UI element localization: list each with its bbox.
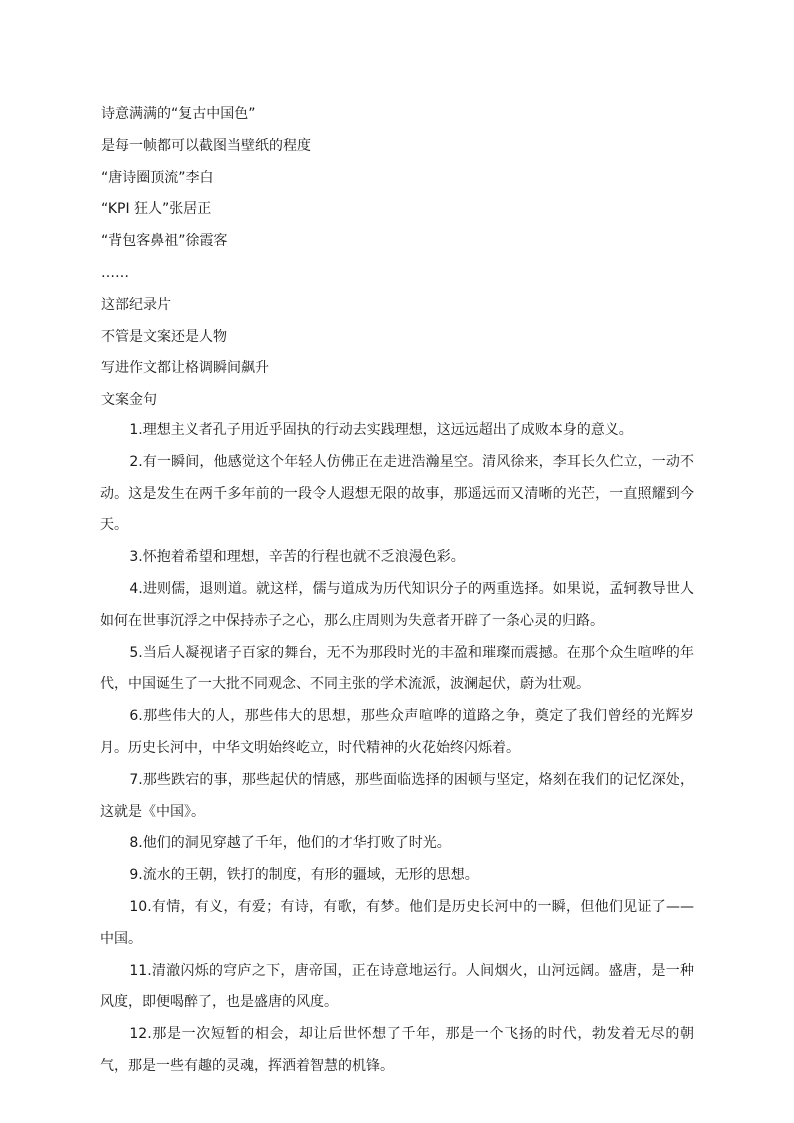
intro-section	[101, 99, 701, 417]
intro-line: “唐诗圈顶流”李白	[101, 169, 214, 186]
quote-item: 3.怀抱着希望和理想，辛苦的行程也就不乏浪漫色彩。	[129, 549, 465, 566]
quote-item: 7.那些跌宕的事，那些起伏的情感，那些面临选择的困顿与坚定，烙刻在我们的记忆深处，这就是《中国》。	[100, 771, 694, 820]
quote-item: 2.有一瞬间，他感觉这个年轻人仿佛正在走进浩瀚星空。清风徐来，李耳长久伫立，一动不动。这是发生在两千多年前的一段令人遐想无限的故事，那遥远而又清晰的光芒，一直照耀到今天。	[100, 453, 694, 534]
intro-line: ……	[101, 264, 129, 281]
quote-item: 12.那是一次短暂的相会，却让后世怀想了千年，那是一个飞扬的时代，勃发着无尽的朝气，那是一些有趣的灵魂，挥洒着智慧的机锋。	[100, 1026, 694, 1074]
quote-item: 8.他们的洞见穿越了千年，他们的才华打败了时光。	[129, 835, 451, 852]
section-heading: 文案金句	[101, 392, 157, 409]
intro-line: 写进作文都让格调瞬间飙升	[101, 360, 269, 377]
intro-line: 不管是文案还是人物	[101, 328, 227, 345]
intro-line: “KPI 狂人”张居正	[101, 201, 212, 218]
quote-item: 9.流水的王朝，铁打的制度，有形的疆域，无形的思想。	[129, 867, 479, 884]
quotes-list	[100, 415, 694, 1083]
intro-line: “背包客鼻祖”徐霞客	[101, 233, 228, 250]
intro-line: 诗意满满的“复古中国色”	[101, 106, 256, 122]
intro-line: 这部纪录片	[101, 296, 171, 313]
quote-item: 5.当后人凝视诸子百家的舞台，无不为那段时光的丰盈和璀璨而震撼。在那个众生喧哗的年代，中国诞生了一大批不同观念、不同主张的学术流派，波澜起伏，蔚为壮观。	[100, 644, 694, 693]
quote-item: 10.有情，有义，有爱；有诗，有歌，有梦。他们是历史长河中的一瞬，但他们见证了——中国。	[100, 898, 694, 947]
quote-item: 1.理想主义者孔子用近乎固执的行动去实践理想，这远远超出了成败本身的意义。	[129, 422, 633, 438]
intro-line: 是每一帧都可以截图当壁纸的程度	[101, 137, 311, 154]
quote-item: 4.进则儒，退则道。就这样，儒与道成为历代知识分子的两重选择。如果说，孟轲教导世人如何在世事沉浮之中保持赤子之心，那么庄周则为失意者开辟了一条心灵的归路。	[100, 580, 694, 629]
quote-item: 6.那些伟大的人，那些伟大的思想，那些众声喧哗的道路之争，奠定了我们曾经的光辉岁月。历史长河中，中华文明始终屹立，时代精神的火花始终闪烁着。	[100, 708, 694, 756]
quote-item: 11.清澈闪烁的穹庐之下，唐帝国，正在诗意地运行。人间烟火，山河远阔。盛唐，是一种风度，即便喝醉了，也是盛唐的风度。	[100, 962, 694, 1011]
